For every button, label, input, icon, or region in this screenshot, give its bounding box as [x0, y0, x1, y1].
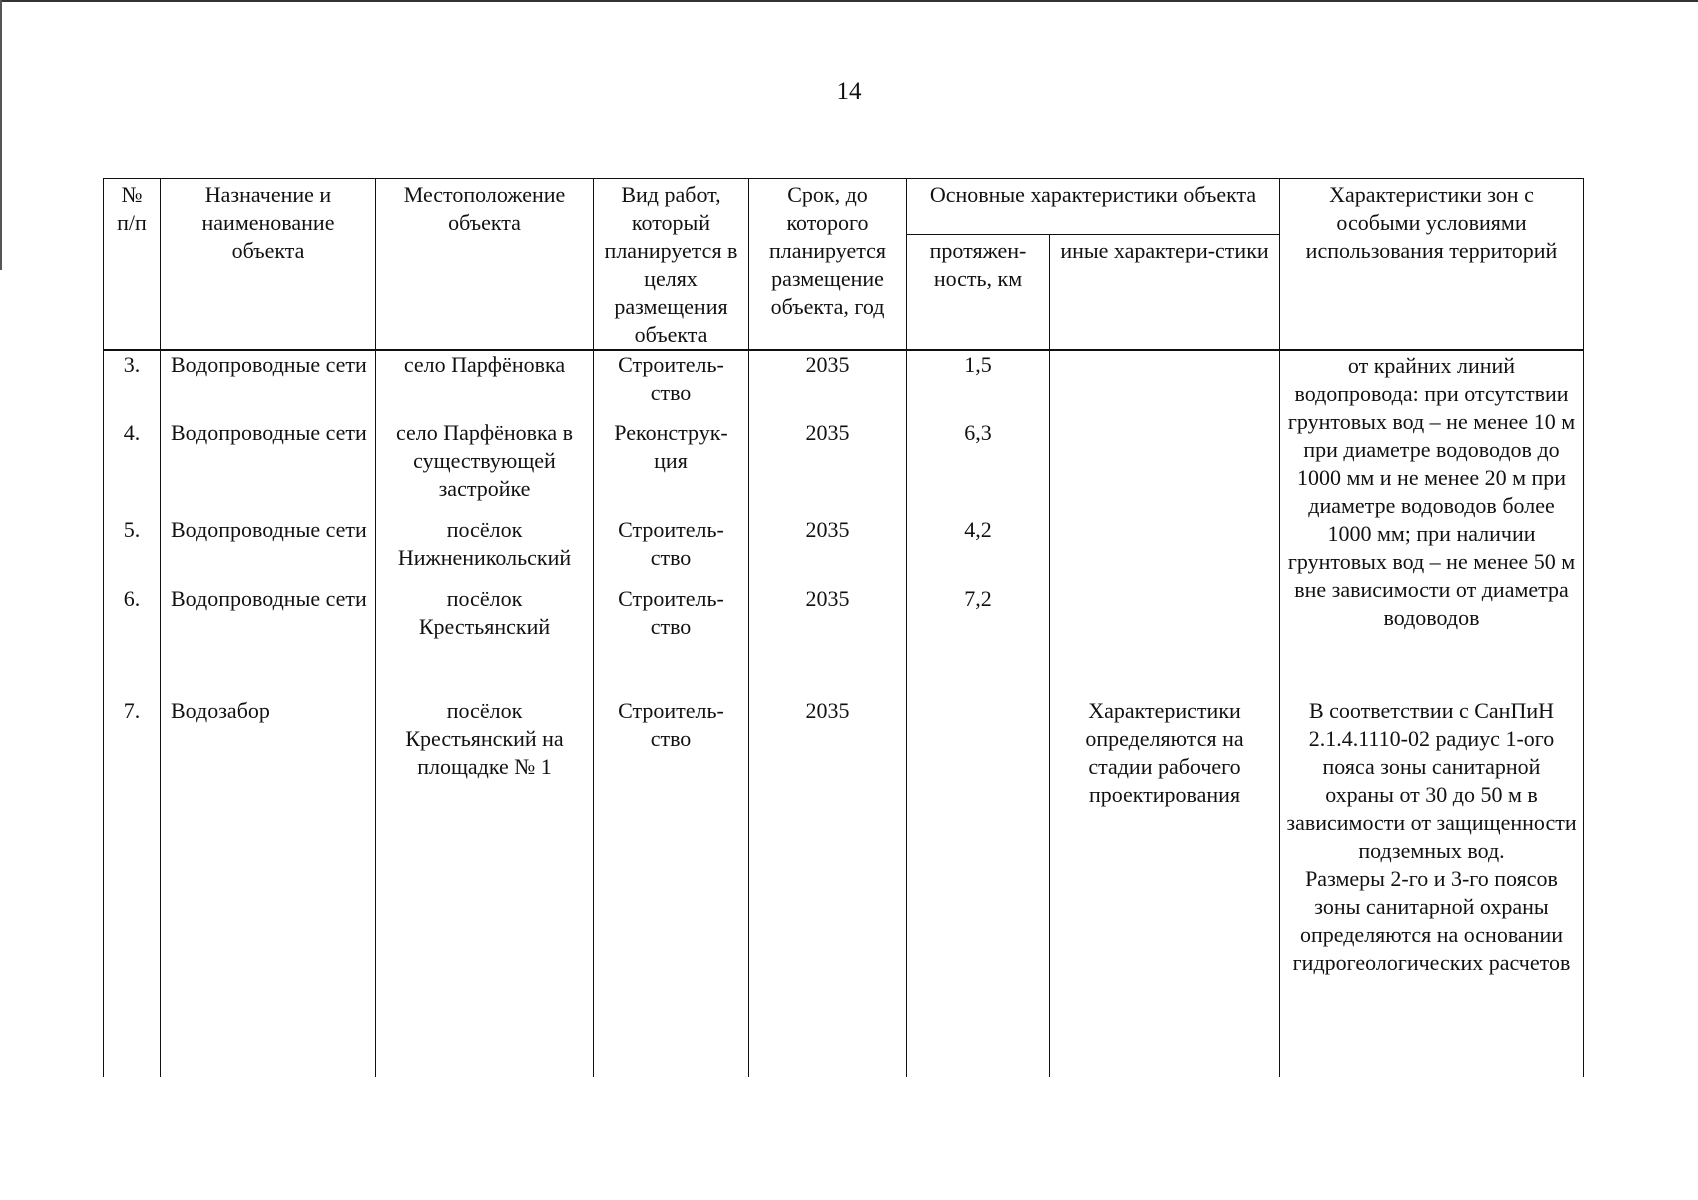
row-location: посёлок Нижненикольский: [376, 516, 594, 585]
row-location: посёлок Крестьянский: [376, 585, 594, 697]
zone-intake-cell: [1280, 697, 1584, 1077]
table-row: [104, 350, 1584, 419]
row-length: 6,3: [907, 419, 1050, 516]
zone-intake-text-1: В соответствии с СанПиН 2.1.4.1110-02 радиус 1-ого пояса зоны санитарной охраны от 30 до 50 м в зависимости от защищенности подземных вод.: [1286, 698, 1577, 863]
row-year: 2035: [749, 419, 907, 516]
row-object-name: Водопроводные сети: [161, 419, 376, 516]
scan-left-edge-line: [0, 0, 2, 270]
zone-networks-cell: [1280, 350, 1584, 697]
row-length: 4,2: [907, 516, 1050, 585]
row-num: 7.: [104, 697, 161, 1077]
header-name: Назначение и наименование объекта: [161, 179, 376, 351]
row-work-type: Строитель-ство: [594, 516, 749, 585]
objects-table: [103, 178, 1584, 1077]
zone-intake-text-2: Размеры 2-го и 3-го поясов зоны санитарной охраны определяются на основании гидрогеологических расчетов: [1292, 866, 1571, 975]
row-other-characteristics: Характеристики определяются на стадии рабочего проектирования: [1050, 697, 1280, 1077]
header-zone-characteristics: Характеристики зон с особыми условиями использования территорий: [1280, 179, 1584, 351]
row-num: 6.: [104, 585, 161, 697]
header-length: протяжен-ность, км: [907, 234, 1050, 350]
row-num: 4.: [104, 419, 161, 516]
row-work-type: Реконструк-ция: [594, 419, 749, 516]
header-num: № п/п: [104, 179, 161, 351]
header-location: Местоположение объекта: [376, 179, 594, 351]
page-number: 14: [836, 78, 862, 105]
header-row-1: [104, 179, 1584, 235]
row-location: село Парфёновка: [376, 350, 594, 419]
header-work-type: Вид работ, который планируется в целях размещения объекта: [594, 179, 749, 351]
row-year: 2035: [749, 697, 907, 1077]
zone-networks-text: от крайних линий водопровода: при отсутствии грунтовых вод – не менее 10 м при диаметре водоводов до 1000 мм и не менее 20 м при диаметре водоводов более 1000 мм; при наличии грунтовых вод – не менее 50 м вне зависимости от диаметра водоводов: [1287, 353, 1576, 630]
row-object-name: Водозабор: [161, 697, 376, 1077]
row-object-name: Водопроводные сети: [161, 350, 376, 419]
row-work-type: Строитель-ство: [594, 350, 749, 419]
row-work-type: Строитель-ство: [594, 585, 749, 697]
row-other-characteristics: [1050, 419, 1280, 516]
scan-top-edge-line: [0, 0, 1698, 2]
header-deadline: Срок, до которого планируется размещение объекта, год: [749, 179, 907, 351]
table-body: [104, 350, 1584, 1077]
table-header: [104, 179, 1584, 351]
row-length: [907, 697, 1050, 1077]
row-length: 1,5: [907, 350, 1050, 419]
row-object-name: Водопроводные сети: [161, 516, 376, 585]
header-other-characteristics: иные характери-стики: [1050, 234, 1280, 350]
row-year: 2035: [749, 585, 907, 697]
row-work-type: Строитель-ство: [594, 697, 749, 1077]
row-num: 3.: [104, 350, 161, 419]
row-year: 2035: [749, 516, 907, 585]
row-location: посёлок Крестьянский на площадке № 1: [376, 697, 594, 1077]
objects-table-container: [103, 178, 1584, 1077]
row-length: 7,2: [907, 585, 1050, 697]
row-num: 5.: [104, 516, 161, 585]
row-other-characteristics: [1050, 516, 1280, 585]
header-main-characteristics: Основные характеристики объекта: [907, 179, 1280, 235]
row-location: село Парфёновка в существующей застройке: [376, 419, 594, 516]
row-year: 2035: [749, 350, 907, 419]
row-other-characteristics: [1050, 585, 1280, 697]
row-object-name: Водопроводные сети: [161, 585, 376, 697]
row-other-characteristics: [1050, 350, 1280, 419]
table-row: [104, 697, 1584, 1077]
